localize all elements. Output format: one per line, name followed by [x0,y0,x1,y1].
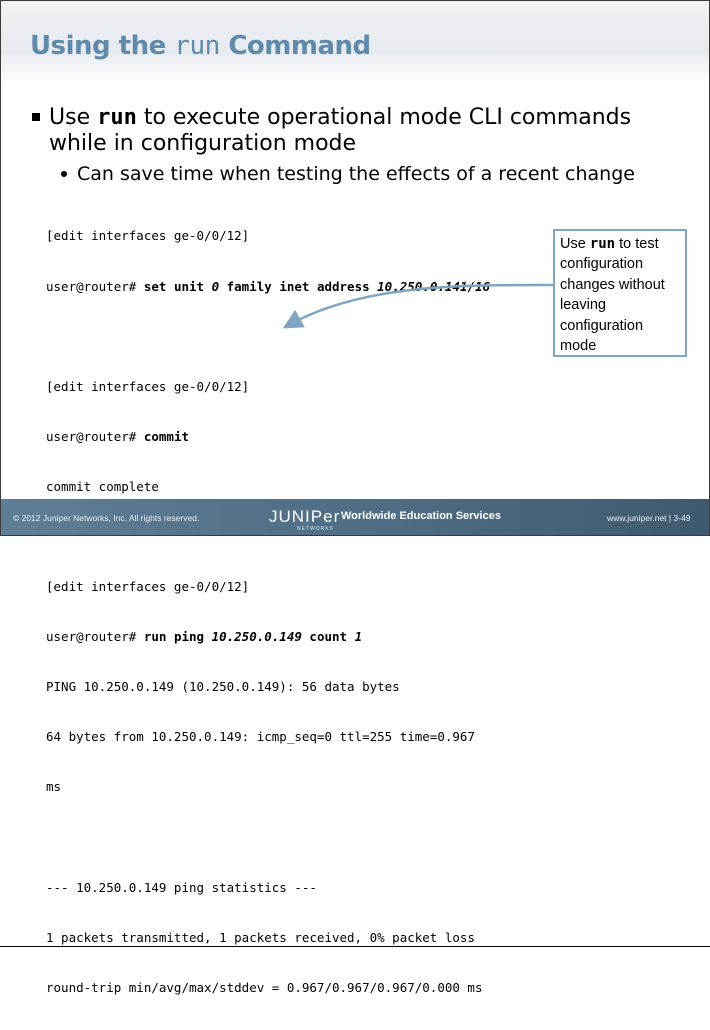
square-bullet-icon [32,113,40,121]
footer-bar [1,499,709,535]
cli-line [46,429,566,446]
juniper-logo: JUNIPer [269,507,341,526]
bullet-main-code: run [97,105,137,130]
cli-command: commit [143,428,189,444]
cli-line: [edit interfaces ge-0/0/12] [46,378,250,394]
cli-line: commit complete [46,478,159,494]
bullet-sub-text: Can save time when testing the effects of a recent change [77,163,635,185]
cli-command: set unit [143,278,212,294]
cli-line: 64 bytes from 10.250.0.149: icmp_seq=0 ttl=255 time=0.967 [46,729,475,745]
bullet-main [32,105,692,157]
cli-command: run ping [143,629,212,645]
cli-variable: 0 [211,278,220,294]
bullet-main-after: to execute operational mode CLI commands while in configuration mode [49,105,632,156]
cli-blank [46,830,566,847]
cli-command: family inet address [219,278,378,294]
cli-line: 1 packets transmitted, 1 packets received, 0% packet loss [46,929,475,945]
cli-line: --- 10.250.0.149 ping statistics --- [46,879,317,895]
cli-line: PING 10.250.0.149 (10.250.0.149): 56 data bytes [46,679,400,695]
cli-variable: 10.250.0.141/16 [377,278,491,294]
cli-variable: 1 [354,629,363,645]
dot-bullet-icon [61,171,67,177]
cli-variable: 10.250.0.149 [211,629,302,645]
cli-line [46,279,566,296]
cli-prompt: user@router# [46,428,144,444]
callout-before: Use [560,236,590,252]
callout-code: run [589,236,616,252]
cli-line [46,629,566,646]
page-number: www.juniper.net | 3-49 [607,513,691,523]
bullet-main-text [32,105,692,157]
cli-line: [edit interfaces ge-0/0/12] [46,579,250,595]
title-code: run [174,31,220,61]
bullet-main-before: Use [49,105,98,130]
cli-line: ms [46,779,62,795]
title-suffix: Command [219,31,371,61]
callout-after: to test configuration changes without leaving configuration mode [560,236,665,355]
slide-title [30,31,371,61]
cli-blank [46,329,566,346]
copyright-text: © 2012 Juniper Networks, Inc. All rights reserved. [13,513,200,523]
page-bottom-rule [0,946,710,947]
bullet-sub [61,163,691,185]
cli-output [46,195,566,1030]
callout-box [553,229,687,357]
footer-tagline: Worldwide Education Services [341,510,501,522]
cli-prompt: user@router# [46,629,144,645]
cli-command: count [301,629,355,645]
title-prefix: Using the [30,31,175,61]
cli-prompt: user@router# [46,278,144,294]
cli-line: [edit interfaces ge-0/0/12] [46,228,250,244]
juniper-logo-sub: NETWORKS [297,526,334,532]
cli-line: round-trip min/avg/max/stddev = 0.967/0.967/0.967/0.000 ms [46,979,483,995]
